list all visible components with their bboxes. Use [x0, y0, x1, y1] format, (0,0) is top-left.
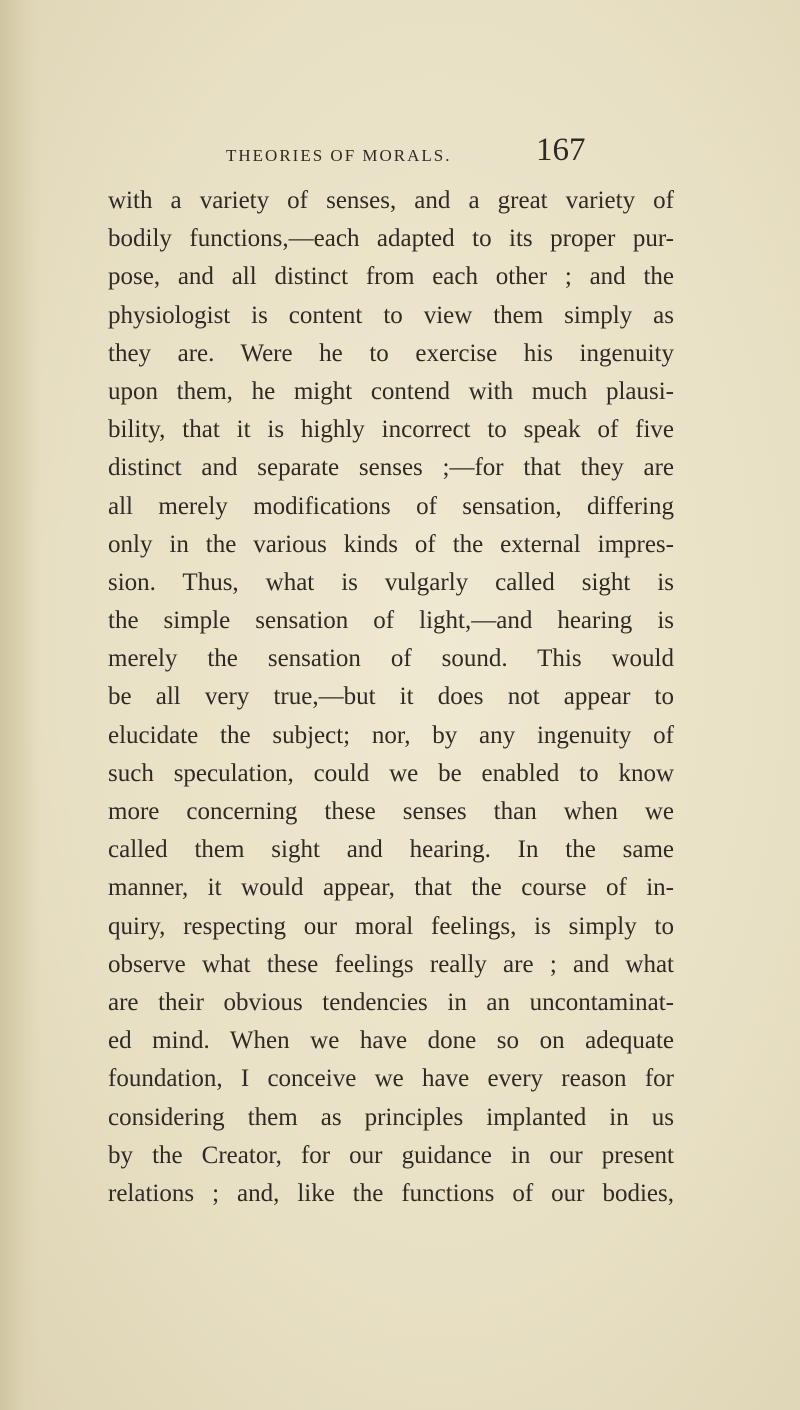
text-line: more concerning these senses than when we — [108, 798, 674, 825]
text-line: are their obvious tendencies in an uncontaminat- — [108, 988, 674, 1016]
text-line: considering them as principles implanted in us — [108, 1103, 674, 1131]
text-line: only in the various kinds of the external impres- — [108, 530, 674, 558]
page-number: 167 — [536, 132, 586, 168]
text-line: merely the sensation of sound. This would — [108, 645, 674, 673]
text-line: quiry, respecting our moral feelings, is simply to — [108, 912, 674, 940]
text-line: physiologist is content to view them simply as — [108, 301, 674, 329]
text-line: relations ; and, like the functions of our bodies, — [108, 1179, 674, 1207]
text-line: called them sight and hearing. In the same — [108, 836, 674, 864]
text-line: be all very true,—but it does not appear to — [108, 683, 674, 711]
text-line: observe what these feelings really are ; and what — [108, 950, 674, 978]
text-line: foundation, I conceive we have every reason for — [108, 1065, 674, 1093]
text-line: they are. Were he to exercise his ingenuity — [108, 339, 674, 367]
text-line: all merely modifications of sensation, differing — [108, 492, 674, 520]
text-line: bility, that it is highly incorrect to speak of five — [108, 416, 674, 444]
text-line: with a variety of senses, and a great variety of — [108, 187, 674, 214]
text-line: distinct and separate senses ;—for that they are — [108, 454, 674, 482]
text-line: bodily functions,—each adapted to its proper pur- — [108, 225, 674, 253]
text-line: elucidate the subject; nor, by any ingenuity of — [108, 721, 674, 749]
text-line: sion. Thus, what is vulgarly called sight is — [108, 568, 674, 596]
page-gutter-shadow — [0, 0, 40, 1410]
text-line: by the Creator, for our guidance in our present — [108, 1141, 674, 1169]
page-header — [226, 132, 686, 180]
body-text — [108, 182, 674, 1213]
text-line: upon them, he might contend with much plausi- — [108, 377, 674, 405]
text-line: the simple sensation of light,—and hearing is — [108, 607, 674, 635]
text-line: pose, and all distinct from each other ; and the — [108, 263, 674, 291]
running-head: THEORIES OF MORALS. — [226, 146, 452, 165]
text-line: ed mind. When we have done so on adequate — [108, 1027, 674, 1055]
text-line: manner, it would appear, that the course of in- — [108, 874, 674, 902]
text-line: such speculation, could we be enabled to know — [108, 759, 674, 787]
